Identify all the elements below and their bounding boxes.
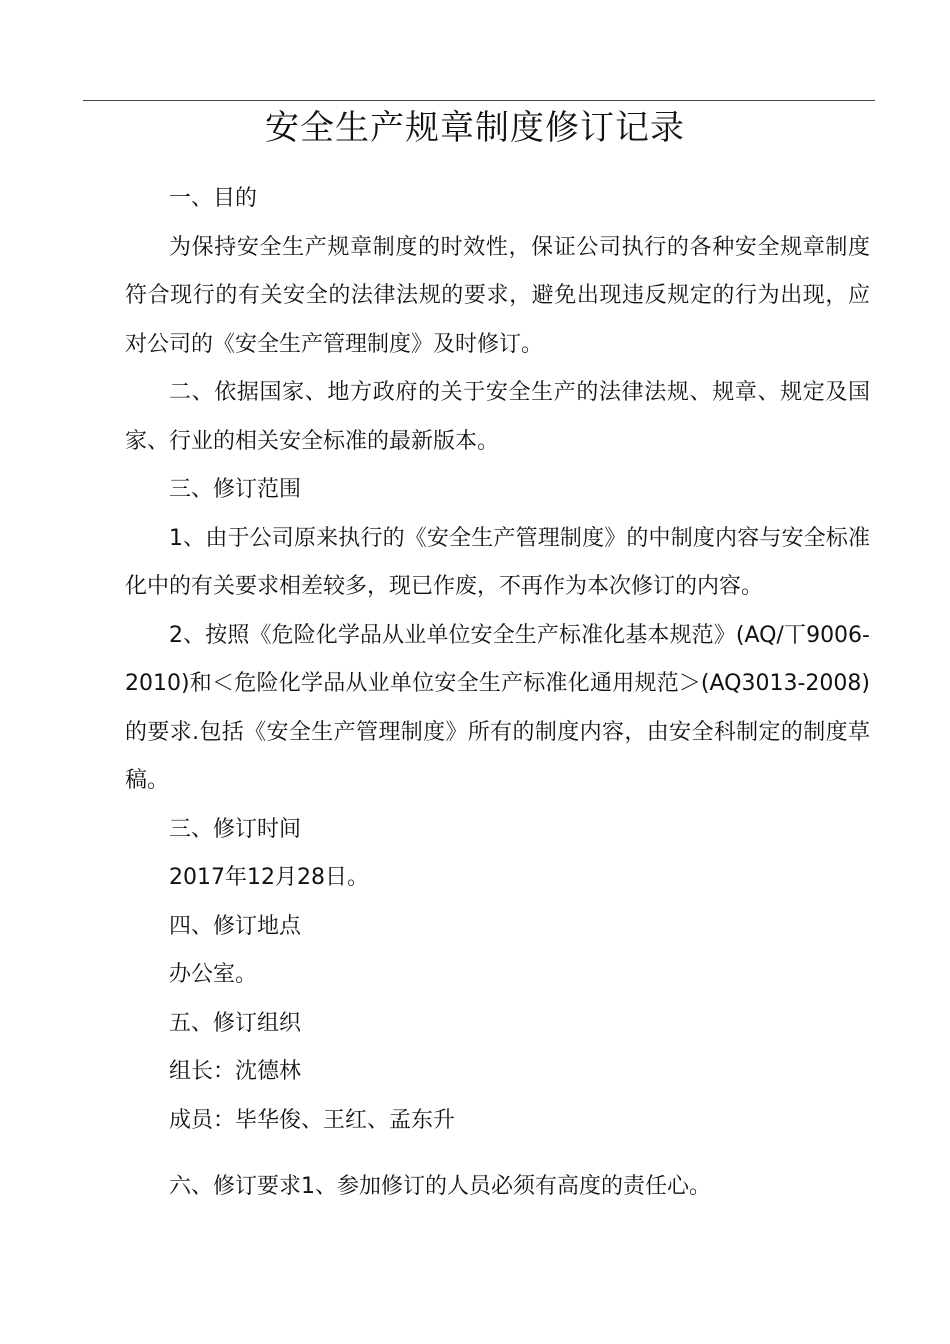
paragraph-gap — [125, 1145, 870, 1163]
org-members: 成员：毕华俊、王红、孟东升 — [169, 1107, 456, 1133]
place-heading: 四、修订地点 — [169, 913, 302, 939]
place-value: 办公室。 — [169, 962, 258, 987]
header-rule — [83, 100, 875, 101]
scope-item-1: 1、由于公司原来执行的《安全生产管理制度》的中制度内容与安全标准化中的有关要求相差较多，现已作废，不再作为本次修订的内容。 — [125, 525, 870, 599]
org-leader: 组长：沈德林 — [169, 1059, 302, 1084]
document-title: 安全生产规章制度修订记录 — [265, 108, 685, 148]
document-body — [125, 175, 870, 1212]
time-heading: 三、修订时间 — [169, 816, 302, 842]
purpose-paragraph: 为保持安全生产规章制度的时效性，保证公司执行的各种安全规章制度符合现行的有关安全的法律法规的要求，避免出现违反规定的行为出现，应对公司的《安全生产管理制度》及时修订。 — [125, 234, 870, 357]
basis-paragraph: 二、依据国家、地方政府的关于安全生产的法律法规、规章、规定及国家、行业的相关安全标准的最新版本。 — [125, 380, 870, 454]
scope-item-2: 2、按照《危险化学品从业单位安全生产标准化基本规范》(AQ/丅9006-2010)和＜危险化学品从业单位安全生产标准化通用规范＞(AQ3013-2008)的要求.包括《安全生产管理制度》所有的制度内容，由安全科制定的制度草稿。 — [125, 622, 870, 793]
purpose-heading: 一、目的 — [169, 186, 258, 211]
requirements-paragraph: 六、修订要求1、参加修订的人员必须有高度的责任心。 — [169, 1174, 711, 1199]
org-heading: 五、修订组织 — [169, 1010, 302, 1036]
time-value: 2017年12月28日。 — [169, 865, 369, 890]
scope-heading: 三、修订范围 — [169, 477, 302, 502]
